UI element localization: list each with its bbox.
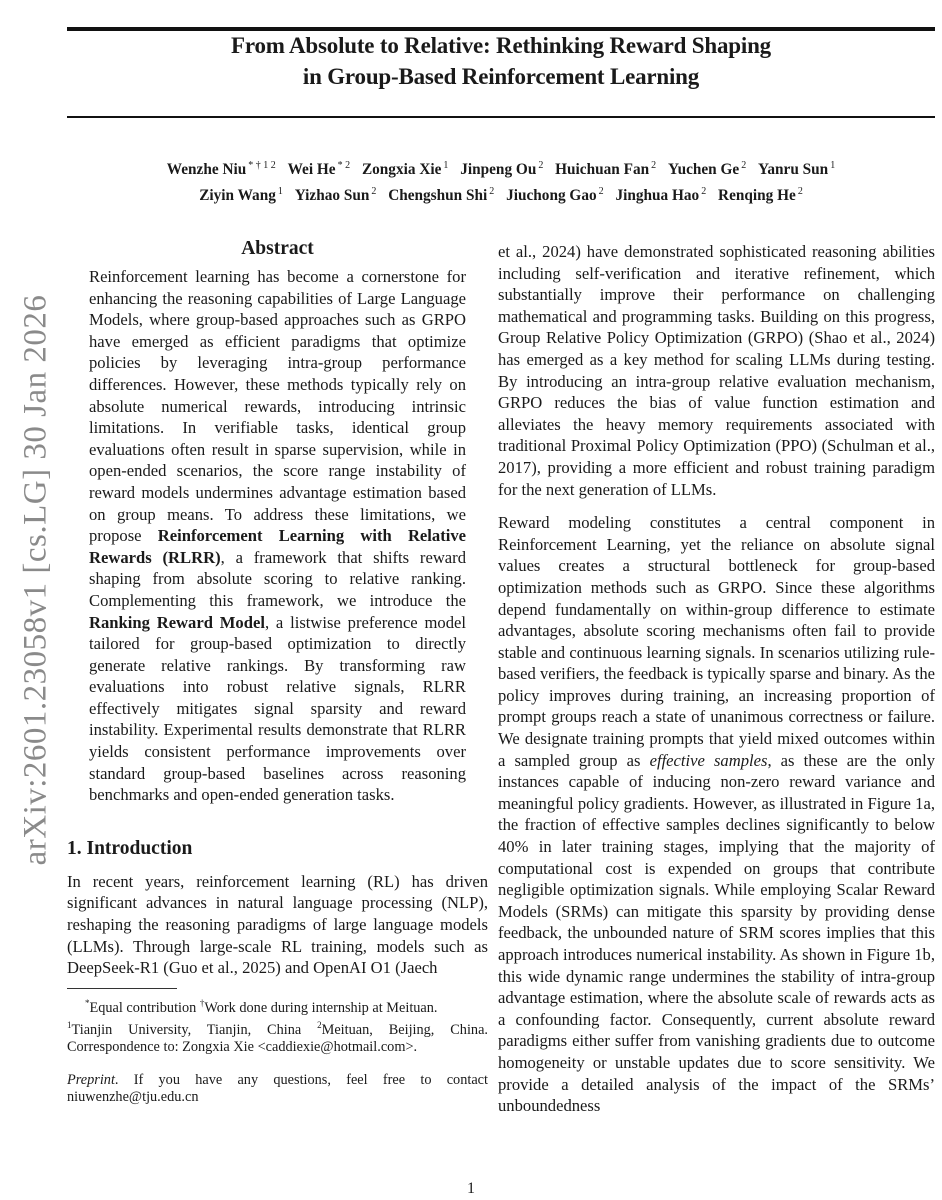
- footnotes: [67, 995, 488, 1057]
- abstract-heading: Abstract: [241, 238, 314, 259]
- author-line-2: [67, 181, 935, 207]
- author: Jinghua Hao $^2$: [615, 186, 707, 205]
- left-column: [67, 236, 488, 1107]
- title-line-1: From Absolute to Relative: Rethinking Reward Shaping: [231, 33, 771, 58]
- abstract-body: Reinforcement learning has become a cornerstone for enhancing the reasoning capabilities of Large Language Models, where group-based approaches such as GRPO have emerged as efficient paradigms that optimize policies by leveraging intra-group performance differences. However, these methods typically rely on absolute numerical rewards, introducing intrinsic limitations. In verifiable tasks, identical group evaluations often result in sparse supervision, while in open-ended scenarios, the score range instability of reward models undermines advantage estimation based on group means. To address these limitations, we propose Reinforcement Learning with Relative Rewards (RLRR), a framework that shifts reward shaping from absolute scoring to relative ranking. Complementing this framework, we introduce the Ranking Reward Model, a listwise preference model tailored for group-based optimization to directly generate relative rankings. By transforming raw evaluations into robust relative signals, RLRR effectively mitigates signal sparsity and reward instability. Experimental results demonstrate that RLRR yields consistent performance improvements over standard group-based baselines across reasoning benchmarks and open-ended generation tasks.: [89, 267, 466, 805]
- page-number: 1: [467, 1180, 475, 1197]
- author: Chengshun Shi $^2$: [388, 186, 495, 205]
- arxiv-identifier-stamp: arXiv:2601.23058v1 [cs.LG] 30 Jan 2026: [17, 294, 54, 866]
- author: Yuchen Ge $^2$: [667, 160, 747, 179]
- author: Jiuchong Gao $^2$: [506, 186, 604, 205]
- author: Yizhao Sun $^2$: [294, 186, 377, 205]
- footnote-divider: [67, 988, 177, 989]
- preprint-note: Preprint. If you have any questions, feel free to contact niuwenzhe@tju.edu.cn: [67, 1071, 488, 1106]
- footnote-affiliations: $^1$Tianjin University, Tianjin, China $^2$Meituan, Beijing, China. Correspondence to: Zongxia Xie <caddiexie@hotmail.com>.: [67, 1020, 488, 1056]
- effective-samples-term: effective samples: [649, 750, 768, 770]
- intro-paragraph-2: Reward modeling constitutes a central component in Reinforcement Learning, yet the reliance on absolute signal values creates a structural bottleneck for group-based optimization methods such as GRPO. Since these algorithms depend fundamentally on within-group difference to estimate advantages, absolute scoring mechanisms often fail to provide stable and continuous learning signals. In scenarios utilizing rule-based verifiers, the feedback is typically sparse and binary. As the policy improves during training, an increasing proportion of prompt groups reach a state of unanimous correctness or failure. We designate training prompts that yield mixed outcomes within a sampled group as effective samples, as these are the only instances capable of inducing non-zero reward variance and meaningful policy gradients. However, as illustrated in Figure 1a, the fraction of effective samples declines significantly to below 40% in later training stages, implying that the majority of computational cost is expended on groups that contribute negligible optimization signals. While employing Scalar Reward Models (SRMs) can mitigate this sparsity by providing dense feedback, the unbounded nature of SRM scores implies that this approach introduces numerical instability. As shown in Figure 1b, this wide dynamic range undermines the stability of intra-group advantage estimation, where the absolute scale of rewards acts as a confounding factor. Consequently, current absolute reward paradigms either suffer from vanishing gradients due to outcome homogeneity or unstable updates due to score sensitivity. We provide a detailed analysis of the impact of the SRMs’ unboundedness: [498, 513, 936, 1116]
- paper-title: [67, 30, 935, 92]
- author: Yanru Sun $^1$: [758, 160, 836, 179]
- author-line-1: [67, 155, 935, 181]
- author: Wenzhe Niu $^{* \dagger 1 2}$: [166, 160, 276, 179]
- intro-paragraph-1-start: In recent years, reinforcement learning (RL) has driven significant advances in natural language processing (NLP), reshaping the reasoning paradigms of large language models (LLMs). Through large-scale RL training, models such as DeepSeek-R1 (Guo et al., 2025) and OpenAI O1 (Jaech: [67, 871, 488, 978]
- author: Zongxia Xie $^1$: [361, 160, 449, 179]
- author-list: [67, 155, 935, 207]
- intro-paragraph-1-continued: et al., 2024) have demonstrated sophisticated reasoning abilities including self-verification and iterative refinement, which substantially improve their performance on challenging mathematical and programming tasks. Building on this progress, Group Relative Policy Optimization (GRPO) (Shao et al., 2024) has emerged as a key method for scaling LLMs during testing. By introducing an intra-group relative evaluation mechanism, GRPO reduces the bias of value function estimation and alleviates the heavy memory requirements associated with traditional Proximal Policy Optimization (PPO) (Schulman et al., 2017), providing a more efficient and robust training paradigm for the next generation of LLMs.: [498, 242, 935, 499]
- ranking-reward-model-term: Ranking Reward Model: [89, 612, 265, 632]
- rlrr-term: Reinforcement Learning with Relative Rewards (RLRR): [89, 526, 466, 567]
- title-line-2: in Group-Based Reinforcement Learning: [302, 64, 700, 89]
- footnote-contribution: *Equal contribution †Work done during internship at Meituan.: [85, 997, 438, 1016]
- author: Jinpeng Ou $^2$: [460, 160, 544, 179]
- author: Huichuan Fan $^2$: [555, 160, 657, 179]
- author: Ziyin Wang $^1$: [199, 186, 283, 205]
- author: Renqing He $^2$: [718, 186, 803, 205]
- author: Wei He $^{* 2}$: [287, 160, 351, 179]
- introduction-heading: 1. Introduction: [67, 837, 193, 859]
- title-bottom-rule: [67, 116, 935, 118]
- right-column: [498, 241, 935, 1117]
